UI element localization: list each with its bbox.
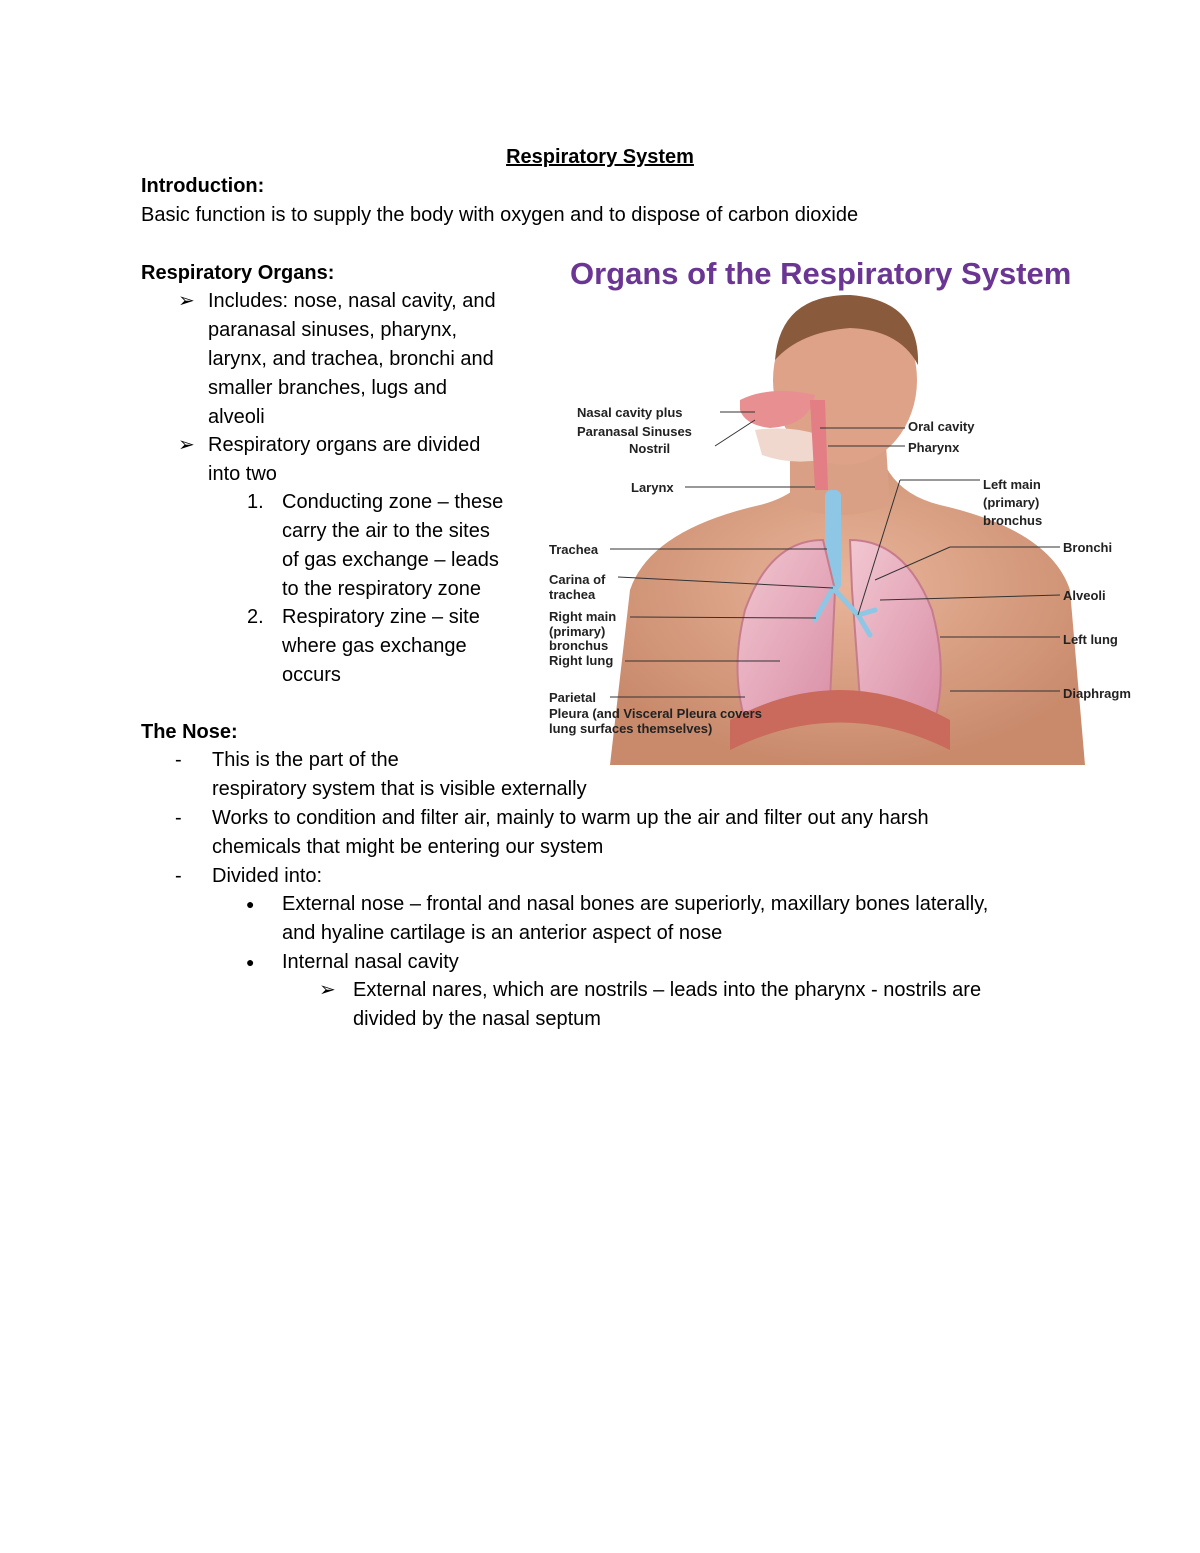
line: Conducting zone – these [282, 491, 504, 513]
nose-dash-3 [175, 862, 1075, 891]
line: External nose – frontal and nasal bones are superiorly, maxillary bones laterally, [282, 893, 989, 915]
label-alveoli: Alveoli [1063, 588, 1106, 603]
label-nasal-cavity: Nasal cavity plus [577, 405, 683, 420]
label-lung-surfaces: lung surfaces themselves) [549, 721, 713, 736]
organs-heading: Respiratory Organs: [141, 262, 335, 284]
arrow-bullet-icon: ➢ [178, 434, 195, 456]
line: Works to condition and filter air, mainly to warm up the air and filter out any harsh [212, 807, 929, 829]
bullet-text [208, 287, 496, 432]
bullet-text: Divided into: [212, 865, 323, 887]
label-right-lung: Right lung [549, 653, 614, 668]
dash-bullet: - [175, 807, 182, 829]
nose-dash-2 [175, 804, 1075, 862]
zone-text [282, 603, 480, 690]
line: where gas exchange [282, 635, 467, 657]
label-right-main-primary: (primary) [549, 624, 606, 639]
line: and hyaline cartilage is an anterior aspect of nose [282, 922, 723, 944]
list-number: 1. [247, 491, 264, 513]
oral-cavity-shape [755, 428, 820, 461]
line: paranasal sinuses, pharynx, [208, 319, 458, 341]
line: Respiratory organs are divided [208, 434, 481, 456]
respiratory-system-figure [540, 250, 1160, 765]
zone-item-1 [247, 488, 537, 604]
label-oral-cavity: Oral cavity [908, 419, 975, 434]
label-left-main-bronchus: Left main [983, 477, 1041, 492]
bullet-text [208, 431, 480, 489]
line: alveoli [208, 406, 265, 428]
bullet-text [212, 746, 587, 804]
line: to the respiratory zone [282, 578, 481, 600]
label-nostril: Nostril [629, 441, 671, 456]
line: carry the air to the sites [282, 520, 490, 542]
zone-text [282, 488, 503, 604]
line: into two [208, 463, 277, 485]
nose-dot-1 [246, 890, 1076, 948]
label-left-main-bronchus-word: bronchus [983, 513, 1043, 528]
line: Respiratory zine – site [282, 606, 480, 628]
intro-text: Basic function is to supply the body with oxygen and to dispose of carbon dioxide [141, 204, 859, 226]
label-carina-trachea: trachea [549, 587, 596, 602]
bullet-text: Internal nasal cavity [282, 951, 459, 973]
nose-heading: The Nose: [141, 721, 238, 743]
label-pleura: Pleura (and Visceral Pleura covers [549, 706, 762, 721]
bullet-text [353, 976, 981, 1034]
zone-item-2 [247, 603, 537, 690]
arrow-bullet-icon: ➢ [178, 290, 195, 312]
label-left-lung: Left lung [1063, 632, 1118, 647]
arrow-bullet-icon: ➢ [319, 979, 336, 1001]
nose-dot-2 [246, 948, 1076, 977]
label-right-main-bronchus-word: bronchus [549, 638, 609, 653]
label-pharynx: Pharynx [908, 440, 960, 455]
list-number: 2. [247, 606, 264, 628]
intro-heading: Introduction: [141, 175, 265, 197]
line: occurs [282, 664, 341, 686]
dash-bullet: - [175, 865, 182, 887]
line: respiratory system that is visible externally [212, 778, 587, 800]
page-title: Respiratory System [506, 146, 694, 168]
label-larynx: Larynx [631, 480, 674, 495]
label-left-main-primary: (primary) [983, 495, 1040, 510]
label-carina: Carina of [549, 572, 606, 587]
label-parietal: Parietal [549, 690, 596, 705]
label-paranasal-sinuses: Paranasal Sinuses [577, 424, 692, 439]
nose-arrow-1 [319, 976, 1079, 1034]
line: divided by the nasal septum [353, 1008, 601, 1030]
line: chemicals that might be entering our system [212, 836, 604, 858]
line: smaller branches, lugs and [208, 377, 448, 399]
organs-bullet-2 [178, 431, 538, 489]
line: larynx, and trachea, bronchi and [208, 348, 494, 370]
label-right-main-bronchus: Right main [549, 609, 617, 624]
dot-bullet-icon: ● [246, 954, 255, 970]
label-bronchi: Bronchi [1063, 540, 1113, 555]
line: External nares, which are nostrils – leads into the pharynx - nostrils are [353, 979, 982, 1001]
dash-bullet: - [175, 749, 182, 771]
line: This is the part of the [212, 749, 399, 771]
label-diaphragm: Diaphragm [1063, 686, 1131, 701]
bullet-text [282, 890, 988, 948]
label-trachea: Trachea [549, 542, 599, 557]
bullet-text [212, 804, 929, 862]
figure-title: Organs of the Respiratory System [570, 256, 1072, 291]
line: of gas exchange – leads [282, 549, 499, 571]
dot-bullet-icon: ● [246, 896, 255, 912]
organs-bullet-1 [178, 287, 538, 432]
line: Includes: nose, nasal cavity, and [208, 290, 496, 312]
